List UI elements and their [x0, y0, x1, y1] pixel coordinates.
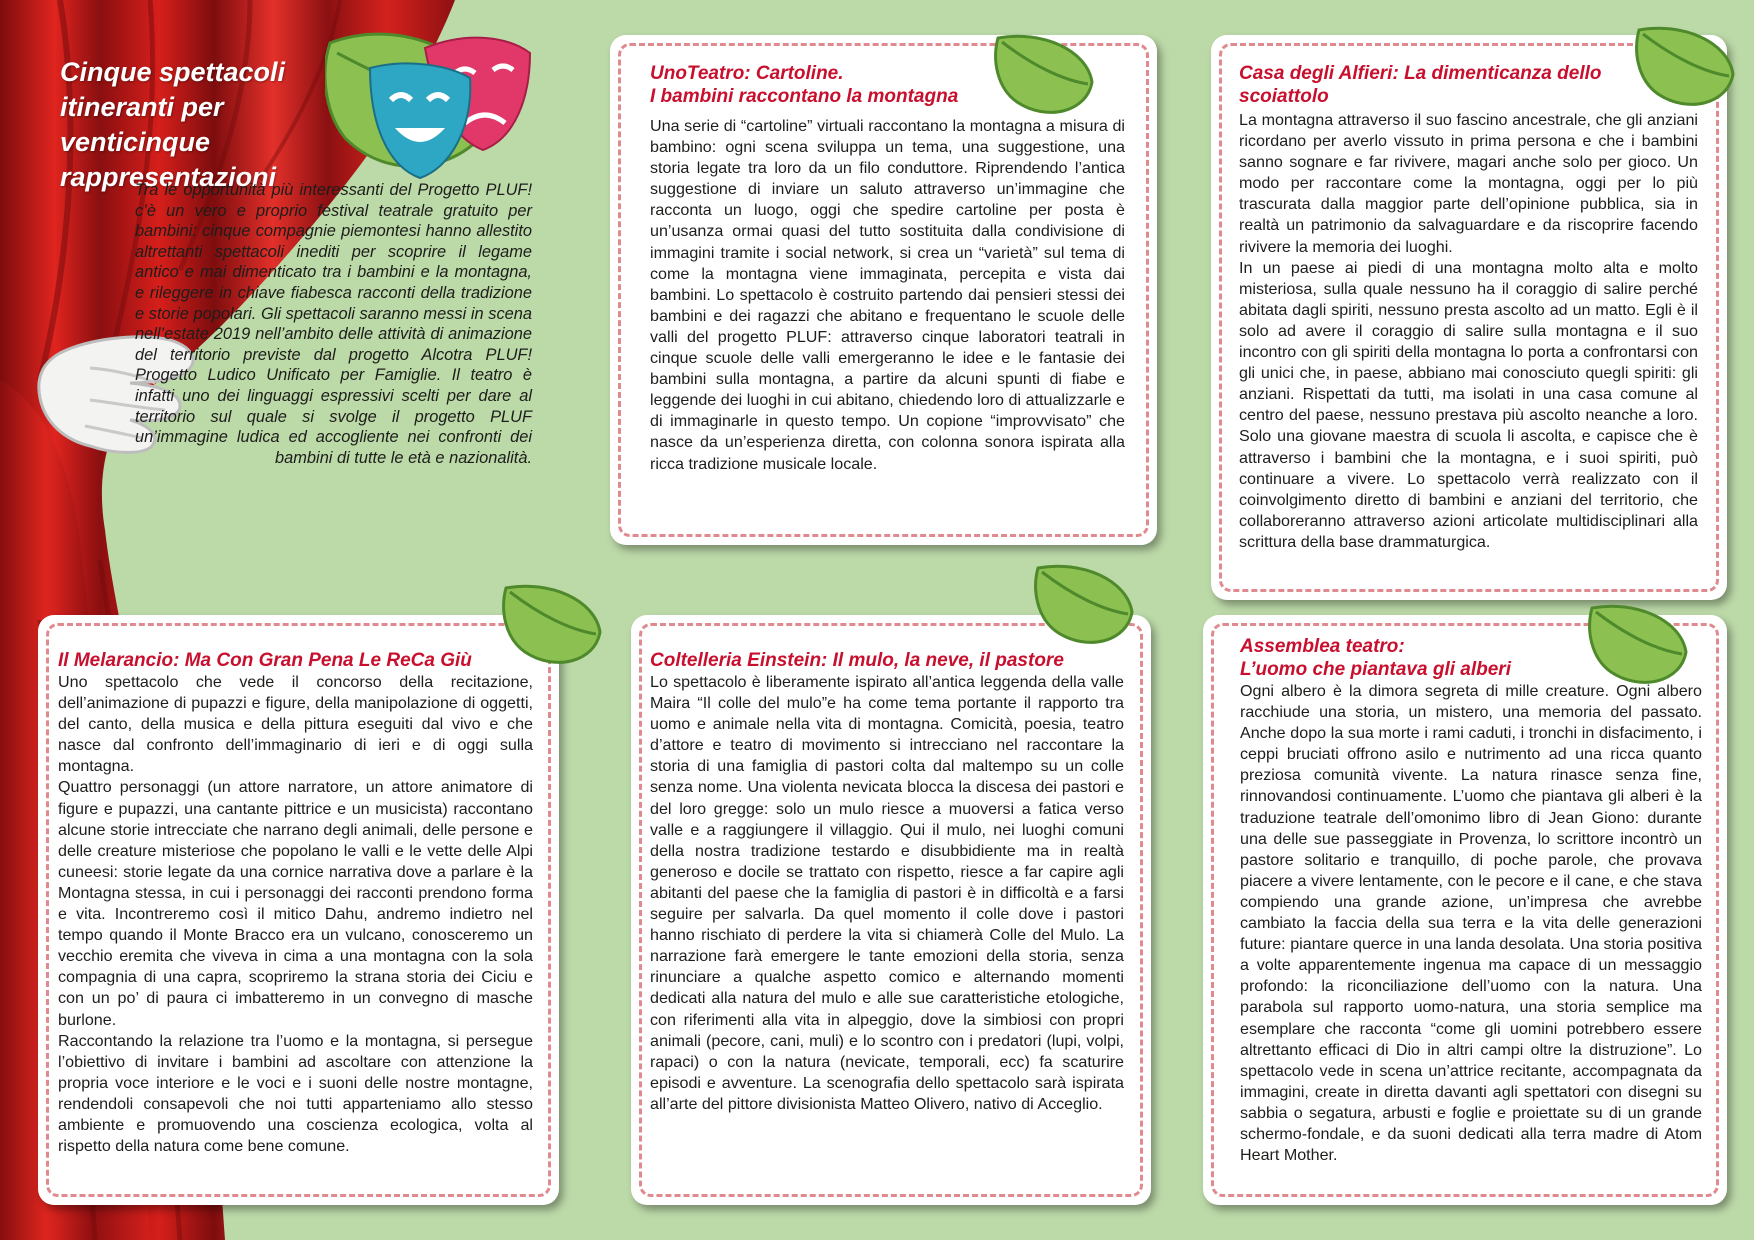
card-body [650, 672, 1124, 1115]
intro-title: Cinque spettacoli itineranti per venticinque rappresentazioni [60, 57, 286, 192]
card-casa-degli-alfieri [1211, 35, 1727, 600]
card-coltelleria-einstein [631, 615, 1151, 1205]
card-title: Assemblea teatro: L’uomo che piantava gli alberi [1240, 636, 1511, 680]
intro-paragraph: Tra le opportunità più interessanti del Progetto PLUF! c’è un vero e proprio festival teatrale gratuito per bambini: cinque compagnie piemontesi hanno allestito altrettanti spettacoli inediti per scoprire il legame antico e mai dimenticato tra i bambini e la montagna, e rileggere in chiave fiabesca racconti della tradizione e storie popolari. Gli spettacoli saranno messi in scena nell’estate 2019 nell’ambito delle attività di animazione del territorio previste dal progetto Alcotra PLUF! Progetto Ludico Unificato per Famiglie. Il teatro è infatti uno dei linguaggi espressivi scelti per dare al territorio sul quale si svolge il progetto PLUF un’immagine ludica ed accogliente nei confronti dei bambini di tutte le età e nazionalità. [135, 181, 532, 467]
card-body [650, 116, 1125, 475]
card-title: Casa degli Alfieri: La dimenticanza dello scoiattolo [1239, 63, 1602, 107]
card-title: UnoTeatro: Cartoline. I bambini raccontano la montagna [650, 63, 959, 107]
card-paragraph: La montagna attraverso il suo fascino ancestrale, che gli anziani ricordano per averlo vissuto in prima persona e che i bambini sanno sognare e far rivivere, magari anche solo per gioco. Un modo per raccontare come la montagna, oggi per lo più trascurata dalla maggior parte dell’opinione pubblica, sia in realtà un patrimonio da salvaguardare e da riscoprire facendo rivivere la memoria dei luoghi. [1239, 111, 1698, 256]
card-title: Coltelleria Einstein: Il mulo, la neve, il pastore [650, 650, 1064, 671]
card-body [1240, 681, 1702, 1166]
card-body [1239, 110, 1698, 553]
leaf-icon [1586, 600, 1690, 692]
card-paragraph: Ogni albero è la dimora segreta di mille creature. Ogni albero racchiude una storia, un mistero, una memoria del passato. Anche dopo la sua morte i rami caduti, i tronchi in disfacimento, i ceppi bruciati offrono asilo e nutrimento ad una ricca quanto preziosa comunità vivente. La natura rinasce senza fine, rinnovandosi continuamente. L’uomo che piantava gli alberi è la traduzione teatrale dell’omonimo libro di Jean Giono: durante una delle sue passeggiate in Provenza, lo scrittore incontrò un pastore solitario e tranquillo, di poche parole, che provava piacere a vivere lentamente, con le pecore e il cane, e che stava compiendo una grande azione, un’impresa che avrebbe cambiato la faccia della sua terra e la vita delle generazioni future: piantare querce in una landa desolata. Una storia positiva a volte apparentemente ingenua ma capace di un messaggio profondo: la riconciliazione dell’uomo con la natura. Una parabola sul rapporto uomo-natura, una storia semplice ma esemplare che racconta “come gli uomini potrebbero essere altrettanto efficaci di Dio in altri campi oltre la distruzione”. Lo spettacolo vede in scena un’attrice recitante, accompagnata da immagini, create in diretta davanti agli spettatori con disegni su sabbia o segatura, arbusti e foglie e proiettate su di un grande schermo-fondale, e da suoni dedicati alla terra madre di Atom Heart Mother. [1240, 682, 1702, 1165]
card-title: Il Melarancio: Ma Con Gran Pena Le ReCa Giù [58, 650, 472, 671]
card-body [58, 672, 533, 1157]
leaf-icon [1633, 22, 1737, 114]
leaf-icon [1032, 560, 1136, 652]
card-paragraph: Una serie di “cartoline” virtuali raccontano la montagna a misura di bambino: ogni scena sviluppa un tema, una suggestione, una storia legate tra loro da un filo conduttore. Riprendendo l’antica suggestione di inviare un saluto attraverso un’immagine che racconta un luogo, oggi che spedire cartoline per posta è un’usanza ormai quasi del tutto sostituita dalla condivisione di immagini tramite i social network, si crea un “varietà” sul tema di come la montagna viene immaginata, percepita e vista dai bambini. Lo spettacolo è costruito partendo dai pensieri stessi dei bambini e dei ragazzi che abitano e frequentano le scuole delle valli del progetto PLUF: attraverso cinque laboratori teatrali in cinque scuole delle valli emergeranno le idee e le fantasie dei bambini sulla montagna, a partire da alcuni spunti di fiabe e leggende dei luoghi in cui abitano, chiedendo loro di attualizzarle e di immaginarle in questo tempo. Un copione “improvvisato” che nasce da un’esperienza diretta, con colonna sonora ispirata alla ricca tradizione musicale locale. [650, 117, 1125, 473]
card-paragraph: In un paese ai piedi di una montagna molto alta e molto misteriosa, sulla quale nessuno ha il coraggio di salire perché abitata dagli spiriti, nessuno presta ascolto ad un matto. Egli è il solo ad avere il coraggio di salire sulla montagna e il suo incontro con gli spiriti della montagna lo porta a confrontarsi con gli unici che, in paese, abbiano mai conosciuto quegli spiriti: gli anziani. Rispettati da tutti, ma isolati in una casa comune al centro del paese, nessuno prestava più ascolto neanche a loro. Solo una giovane maestra di scuola li ascolta, e capisce che è attraverso i bambini che la montagna, e i suoi spiriti, può continuare a vivere. Lo spettacolo verrà realizzato con il coinvolgimento diretto di bambini e anziani del territorio, che collaboreranno attraverso azioni articolate multidisciplinari alla scrittura della base drammaturgica. [1239, 258, 1698, 551]
card-paragraph: Lo spettacolo è liberamente ispirato all’antica leggenda della valle Maira “Il colle del mulo”e ha come tema portante il rapporto tra uomo e animale nella vita di montagna. Comicità, poesia, teatro d’attore e teatro di movimento si intrecciano nel raccontare la storia di una famiglia di pastori colta dal maltempo su un colle senza nome. Una violenta nevicata blocca la discesa dei pastori e del loro gregge: solo un mulo riesce a muoversi a fatica verso valle e a raggiungere il villaggio. Qui il mulo, nei luoghi comuni della nostra tradizione testardo e disubbidiente ma in realtà generoso e docile se trattato con rispetto, riesce a far capire agli abitanti del paese che la famiglia di pastori è in difficoltà e a farsi seguire per salvarla. Da quel momento il colle dove i pastori hanno rischiato di perdere la vita si chiamerà Colle del Mulo. La narrazione farà emergere le tante emozioni della storia, senza rinunciare a qualche aspetto comico e alternando momenti dedicati alla natura del mulo e alle sue caratteristiche etologiche, con riferimenti alla vita in alpeggio, dove la simbiosi con propri animali (pecore, cani, muli) e lo scontro con i predatori (lupi, volpi, rapaci) o con la natura (nevicate, temporali, ecc) fa scaturire episodi e avventure. La scenografia dello spettacolo sarà ispirata all’arte del pittore divisionista Matteo Olivero, nativo di Acceglio. [650, 673, 1124, 1113]
card-paragraph: Uno spettacolo che vede il concorso della recitazione, dell’animazione di pupazzi e figure, della manipolazione di oggetti, del canto, della musica e della pittura eseguiti dal vivo e che nasce dal confronto dell’immaginario di ieri e di oggi sulla montagna. [58, 673, 533, 776]
card-paragraph: Raccontando la relazione tra l’uomo e la montagna, si persegue l’obiettivo di invitare i bambini ad ascoltare con attenzione la propria voce interiore e le voci e i suoni delle nostre montagne, rendendoli consapevoli che noi tutti apparteniamo allo stesso ambiente e promuovendo una coscienza ecologica, volta al rispetto della natura come bene comune. [58, 1031, 533, 1156]
card-il-melarancio [38, 615, 559, 1205]
leaf-icon [992, 30, 1096, 122]
card-paragraph: Quattro personaggi (un attore narratore, un attore animatore di figure e pupazzi, una cantante pittrice e un musicista) raccontano alcune storie intrecciate che narrano degli animali, delle persone e delle creature misteriose che popolano le valli e le vette delle Alpi cuneesi: storie legate da una cornice narrativa dove a parlare è la Montagna stessa, in cui i personaggi dei racconti prendono forma e vita. Incontreremo così il mitico Dahu, andremo indietro nel tempo quando il Monte Bracco era un vulcano, conosceremo un vecchio eremita che viveva in cima a una montagna con la sola compagnia di una capra, scopriremo la strana storia dei Ciciu e con un po’ di paura ci imbatteremo in un convegno di masche burlone. [58, 778, 533, 1029]
card-assemblea-teatro [1203, 615, 1727, 1205]
leaf-icon [500, 580, 604, 672]
